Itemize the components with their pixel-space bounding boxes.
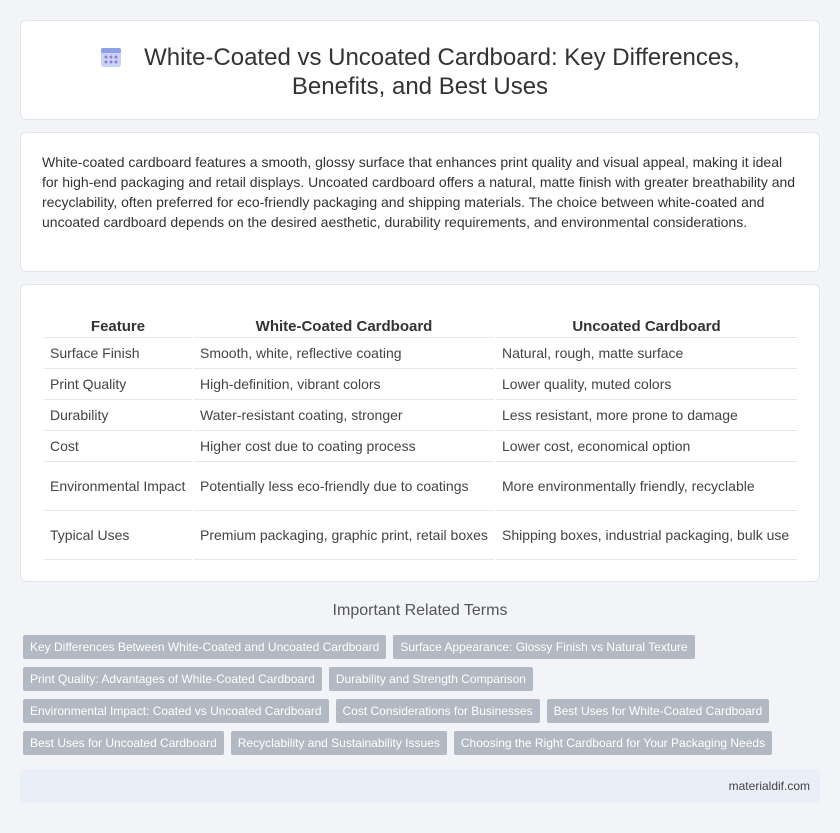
table-header-uncoated: Uncoated Cardboard bbox=[496, 313, 797, 338]
table-cell: Higher cost due to coating process bbox=[194, 431, 494, 462]
table-row bbox=[44, 338, 797, 369]
calendar-grid-icon bbox=[100, 46, 122, 68]
table-cell: Cost bbox=[44, 431, 192, 462]
table-cell: Shipping boxes, industrial packaging, bulk use bbox=[496, 511, 797, 560]
comparison-table bbox=[42, 313, 799, 560]
table-cell: Durability bbox=[44, 400, 192, 431]
intro-text: White-coated cardboard features a smooth, glossy surface that enhances print quality and visual appeal, making it ideal for high-end packaging and retail displays. Uncoated cardboard offers a natural, matte finish with greater breathability and recyclability, often preferred for eco-friendly packaging and shipping materials. The choice between white-coated and uncoated cardboard depends on the desired aesthetic, durability requirements, and environmental considerations. bbox=[42, 154, 796, 230]
related-term-tag[interactable]: Print Quality: Advantages of White-Coated Cardboard bbox=[23, 667, 322, 691]
table-row bbox=[44, 462, 797, 511]
table-cell: More environmentally friendly, recyclable bbox=[496, 462, 797, 511]
table-cell: Potentially less eco-friendly due to coatings bbox=[194, 462, 494, 511]
page-title: White-Coated vs Uncoated Cardboard: Key Differences, Benefits, and Best Uses bbox=[144, 44, 740, 100]
table-cell: Lower quality, muted colors bbox=[496, 369, 797, 400]
table-cell: Smooth, white, reflective coating bbox=[194, 338, 494, 369]
related-term-tag[interactable]: Best Uses for Uncoated Cardboard bbox=[23, 731, 224, 755]
related-term-tag[interactable]: Cost Considerations for Businesses bbox=[336, 699, 540, 723]
related-terms-list bbox=[23, 635, 803, 755]
related-term-tag[interactable]: Key Differences Between White-Coated and Uncoated Cardboard bbox=[23, 635, 386, 659]
table-cell: Water-resistant coating, stronger bbox=[194, 400, 494, 431]
table-cell: Lower cost, economical option bbox=[496, 431, 797, 462]
comparison-card bbox=[20, 284, 820, 582]
related-term-tag[interactable]: Durability and Strength Comparison bbox=[329, 667, 533, 691]
table-cell: Natural, rough, matte surface bbox=[496, 338, 797, 369]
page-title-wrap bbox=[21, 43, 819, 101]
table-cell: Typical Uses bbox=[44, 511, 192, 560]
header-card bbox=[20, 20, 820, 120]
related-term-tag[interactable]: Best Uses for White-Coated Cardboard bbox=[547, 699, 770, 723]
table-cell: Environmental Impact bbox=[44, 462, 192, 511]
related-term-tag[interactable]: Recyclability and Sustainability Issues bbox=[231, 731, 447, 755]
table-row bbox=[44, 369, 797, 400]
table-cell: Print Quality bbox=[44, 369, 192, 400]
table-row bbox=[44, 400, 797, 431]
table-cell: High-definition, vibrant colors bbox=[194, 369, 494, 400]
table-header-feature: Feature bbox=[44, 313, 192, 338]
table-header-white-coated: White-Coated Cardboard bbox=[194, 313, 494, 338]
table-header-row bbox=[44, 313, 797, 338]
related-terms-title: Important Related Terms bbox=[332, 602, 508, 619]
table-row bbox=[44, 431, 797, 462]
table-cell: Premium packaging, graphic print, retail boxes bbox=[194, 511, 494, 560]
table-cell: Less resistant, more prone to damage bbox=[496, 400, 797, 431]
related-term-tag[interactable]: Environmental Impact: Coated vs Uncoated Cardboard bbox=[23, 699, 329, 723]
table-row bbox=[44, 511, 797, 560]
intro-card bbox=[20, 132, 820, 272]
related-term-tag[interactable]: Surface Appearance: Glossy Finish vs Natural Texture bbox=[393, 635, 694, 659]
table-cell: Surface Finish bbox=[44, 338, 192, 369]
footer bbox=[20, 769, 820, 802]
footer-site-link[interactable]: materialdif.com bbox=[728, 779, 810, 793]
related-term-tag[interactable]: Choosing the Right Cardboard for Your Packaging Needs bbox=[454, 731, 772, 755]
